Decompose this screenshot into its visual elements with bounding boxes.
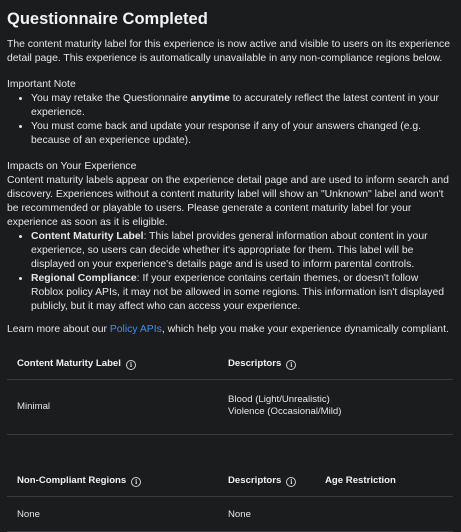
info-icon[interactable]: i bbox=[286, 360, 296, 370]
maturity-label-column-header bbox=[17, 358, 136, 370]
important-note-heading: Important Note bbox=[7, 79, 76, 90]
learn-more-pre: Learn more about our bbox=[7, 324, 110, 335]
important-note-list bbox=[7, 92, 453, 148]
retake-text-pre: You may retake the Questionnaire bbox=[31, 93, 191, 104]
impacts-item-regional-compliance bbox=[31, 272, 453, 314]
maturity-table bbox=[7, 345, 453, 435]
regions-descriptors-column-title: Descriptors bbox=[228, 475, 282, 486]
table-row bbox=[7, 497, 453, 532]
maturity-label-value: Minimal bbox=[17, 401, 51, 412]
descriptor-value-1: Blood (Light/Unrealistic) bbox=[228, 394, 330, 405]
learn-more-text bbox=[7, 323, 453, 337]
table-row bbox=[7, 380, 453, 435]
retake-anytime: anytime bbox=[190, 93, 230, 104]
info-icon[interactable]: i bbox=[286, 477, 296, 487]
regions-table-header bbox=[7, 469, 453, 497]
regions-column-title: Non-Compliant Regions bbox=[17, 475, 127, 486]
descriptors-column-header bbox=[228, 358, 296, 370]
impacts-heading: Impacts on Your Experience bbox=[7, 161, 137, 172]
regions-descriptors-column-header bbox=[228, 475, 296, 487]
info-icon[interactable]: i bbox=[126, 360, 136, 370]
regions-value: None bbox=[17, 509, 40, 520]
intro-text: The content maturity label for this experience is now active and visible to users on its experience detail page. This experience is automatically unavailable in any non-compliance regions below. bbox=[7, 39, 450, 64]
regions-descriptors-value: None bbox=[228, 509, 251, 520]
important-note-item-retake bbox=[31, 92, 453, 120]
maturity-label-term: Content Maturity Label bbox=[31, 231, 144, 242]
regions-column-header bbox=[17, 475, 141, 487]
table-spacer bbox=[7, 435, 453, 469]
learn-more-post: , which help you make your experience dynamically compliant. bbox=[161, 324, 449, 335]
age-restriction-column-header: Age Restriction bbox=[325, 475, 396, 486]
descriptors-column-title: Descriptors bbox=[228, 358, 282, 369]
important-note-item-update: • You must come back and update your response if any of your answers changed (e.g. because of an experience update). bbox=[31, 120, 453, 148]
descriptor-value-2: Violence (Occasional/Mild) bbox=[228, 406, 342, 417]
maturity-label-column-title: Content Maturity Label bbox=[17, 358, 121, 369]
impacts-list bbox=[7, 230, 453, 314]
impacts-item-maturity-label bbox=[31, 230, 453, 272]
maturity-label-desc: : This label provides general information about content in your experience, so users can decide whether it's appropriate for them. This label will be displayed on your experience's details page and is used to inform parental controls. bbox=[31, 231, 428, 270]
page-title: Questionnaire Completed bbox=[7, 10, 208, 28]
info-icon[interactable]: i bbox=[131, 477, 141, 487]
retake-text-post: to accurately reflect the latest content in your experience. bbox=[31, 93, 439, 118]
regional-compliance-desc: : If your experience contains certain themes, or doesn't follow Roblox policy APIs, it may not be allowed in some regions. This information isn't displayed publicly, but it may affect who can access your experience. bbox=[31, 273, 445, 312]
regions-table bbox=[7, 435, 453, 532]
policy-apis-link[interactable]: Policy APIs bbox=[109, 324, 162, 335]
regional-compliance-term: Regional Compliance bbox=[31, 273, 137, 284]
maturity-table-header bbox=[7, 345, 453, 380]
impacts-body: Content maturity labels appear on the experience detail page and are used to inform search and discovery. Experiences without a content maturity label will show an "Unknown" label and won't be recommended or playable to users. Please generate a content maturity label for your experience as soon as it is eligible. bbox=[7, 175, 449, 228]
